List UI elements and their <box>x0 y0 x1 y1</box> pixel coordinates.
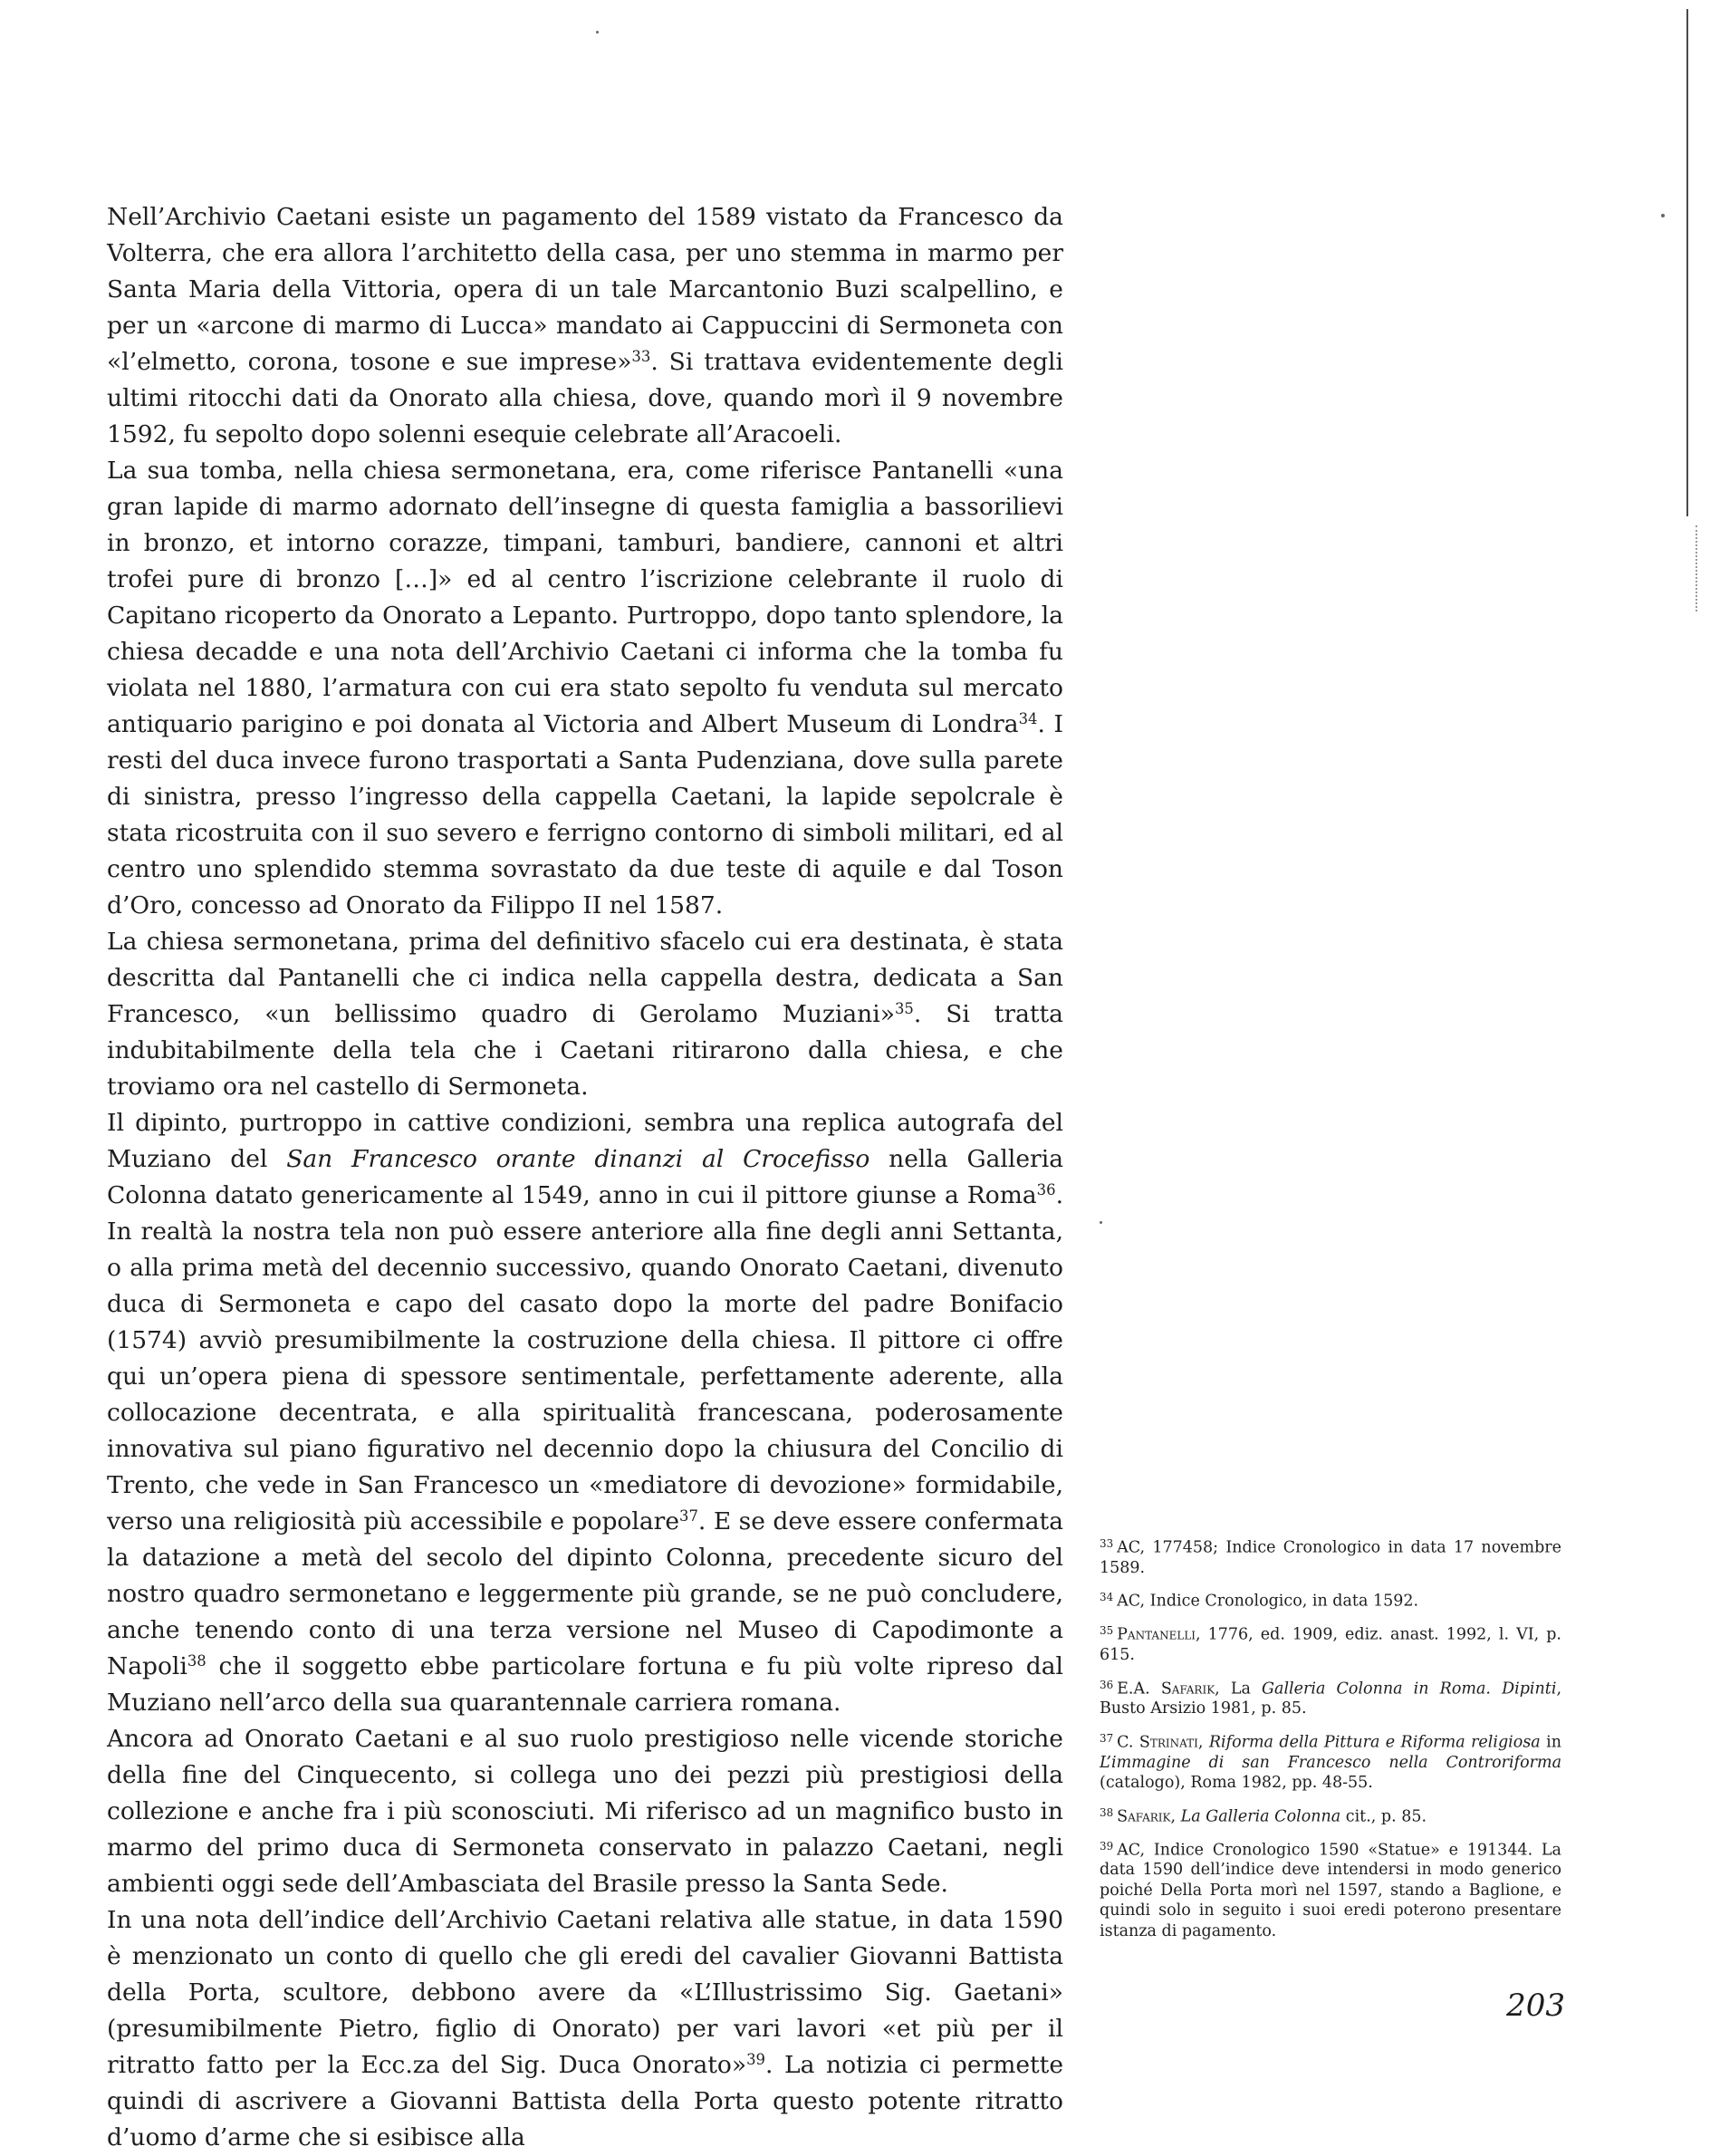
scan-speck <box>1100 1221 1102 1224</box>
text-run: che il soggetto ebbe particolare fortuna e fu più volte ripreso dal Muziano nell’arco della sua quarantennale carriera romana. <box>107 1652 1063 1717</box>
scan-speck <box>1661 214 1665 217</box>
body-paragraph <box>107 1105 1063 1721</box>
body-paragraph <box>107 1721 1063 1902</box>
italic-title: Riforma della Pittura e Riforma religiosa <box>1208 1733 1541 1752</box>
author-name: Safarik <box>1160 1679 1215 1698</box>
text-run: La chiesa sermonetana, prima del definitivo sfacelo cui era destinata, è stata descritta dal Pantanelli che ci indica nella cappella destra, dedicata a San Francesco, «un bellissimo quadro di Gerolamo Muziani» <box>107 928 1063 1028</box>
text-run: in <box>1540 1733 1561 1752</box>
footnote-number: 35 <box>1100 1624 1114 1638</box>
text-run: , 1776, ed. 1909, ediz. anast. 1992, l. VI, p. 615. <box>1100 1625 1561 1665</box>
footnote-number: 34 <box>1100 1591 1114 1604</box>
footnote-number: 33 <box>1100 1537 1114 1550</box>
author-name: Pantanelli <box>1117 1625 1196 1644</box>
text-run: cit., p. 85. <box>1340 1807 1427 1826</box>
footnote <box>1100 1803 1561 1827</box>
footnotes <box>1100 1534 1561 1950</box>
scan-edge-dots <box>1696 525 1697 611</box>
scan-edge-rule <box>1686 9 1688 516</box>
author-name: Safarik <box>1117 1807 1171 1826</box>
body-paragraph <box>107 453 1063 924</box>
text-run: . Si tratta indubitabilmente della tela che i Caetani ritirarono dalla chiesa, e che troviamo ora nel castello di Sermoneta. <box>107 1000 1063 1101</box>
footnote-number: 38 <box>1100 1805 1114 1819</box>
footnote-number: 39 <box>1100 1839 1114 1853</box>
scan-speck <box>596 31 599 34</box>
footnote <box>1100 1587 1561 1612</box>
footnote <box>1100 1621 1561 1665</box>
main-body-text <box>107 199 1063 2156</box>
text-run: . In realtà la nostra tela non può essere anteriore alla fine degli anni Settanta, o alla prima metà del decennio successivo, quando Onorato Caetani, divenuto duca di Sermoneta e capo del casato dopo la morte del padre Bonifacio (1574) avviò presumibilmente la costruzione della chiesa. Il pittore ci offre qui un’opera piena di spessore sentimentale, perfettamente aderente, alla collocazione decentrata, e alla spiritualità francescana, poderosamente innovativa sul piano figurativo nel decennio dopo la chiusura del Concilio di Trento, che vede in San Francesco un «mediatore di devozione» formidabile, verso una religiosità più accessibile e popolare <box>107 1181 1063 1535</box>
italic-title: Galleria Colonna in Roma. Dipinti <box>1262 1679 1557 1698</box>
text-run: In una nota dell’indice dell’Archivio Caetani relativa alle statue, in data 1590 è menzionato un conto di quello che gli eredi del cavalier Giovanni Battista della Porta, scultore, debbono avere da «L’Illustrissimo Sig. Gaetani» (presumibilmente Pietro, figlio di Onorato) per vari lavori «et più per il ritratto fatto per la Ecc.za del Sig. Duca Onorato» <box>107 1906 1063 2079</box>
italic-title: San Francesco orante dinanzi al Crocefisso <box>286 1145 870 1173</box>
footnote <box>1100 1534 1561 1578</box>
text-run: , Busto Arsizio 1981, p. 85. <box>1100 1679 1562 1718</box>
text-run: E.A. <box>1117 1679 1161 1698</box>
page-number: 203 <box>1506 1988 1565 2024</box>
footnote-number: 36 <box>1100 1678 1114 1691</box>
text-run: AC, 177458; Indice Cronologico in data 17 novembre 1589. <box>1100 1538 1561 1577</box>
author-name: Strinati <box>1138 1733 1198 1752</box>
footnote <box>1100 1836 1561 1942</box>
text-run: C. <box>1117 1733 1139 1752</box>
footnote <box>1100 1728 1561 1794</box>
body-paragraph <box>107 924 1063 1105</box>
text-run: (catalogo), Roma 1982, pp. 48-55. <box>1100 1774 1373 1793</box>
footnote <box>1100 1675 1561 1719</box>
text-run: . E se deve essere confermata la datazione a metà del secolo del dipinto Colonna, precedente sicuro del nostro quadro sermonetano e leggermente più grande, se ne può concludere, anche tenendo conto di una terza versione nel Museo di Capodimonte a Napoli <box>107 1507 1063 1680</box>
text-run: AC, Indice Cronologico, in data 1592. <box>1117 1592 1419 1611</box>
text-run: . La notizia ci permette quindi di ascrivere a Giovanni Battista della Porta questo potente ritratto d’uomo d’arme che si esibisce alla <box>107 2051 1063 2151</box>
text-run: , <box>1197 1733 1209 1752</box>
body-paragraph <box>107 1902 1063 2156</box>
text-run: , <box>1170 1807 1181 1826</box>
footnote-number: 37 <box>1100 1731 1114 1745</box>
footnote-reference[interactable]: 33 <box>631 347 651 365</box>
text-run: . Si trattava evidentemente degli ultimi ritocchi dati da Onorato alla chiesa, dove, quando morì il 9 novembre 1592, fu sepolto dopo solenni esequie celebrate all’Aracoeli. <box>107 348 1063 448</box>
italic-title: L’immagine di san Francesco nella Controriforma <box>1100 1753 1561 1772</box>
text-run: , La <box>1215 1679 1263 1698</box>
footnote-reference[interactable]: 36 <box>1036 1180 1056 1198</box>
text-run: Ancora ad Onorato Caetani e al suo ruolo prestigioso nelle vicende storiche della fine del Cinquecento, si collega uno dei pezzi più prestigiosi della collezione e anche fra i più sconosciuti. Mi riferisco ad un magnifico busto in marmo del primo duca di Sermoneta conservato in palazzo Caetani, negli ambienti oggi sede dell’Ambasciata del Brasile presso la Santa Sede. <box>107 1725 1063 1898</box>
text-run: AC, Indice Cronologico 1590 «Statue» e 191344. La data 1590 dell’indice deve intendersi in modo generico poiché Della Porta morì nel 1597, stando a Baglione, e quindi solo in seguito i suoi eredi poterono presentare istanza di pagamento. <box>1100 1840 1561 1940</box>
body-paragraph <box>107 199 1063 453</box>
footnote-reference[interactable]: 35 <box>894 999 914 1017</box>
footnote-reference[interactable]: 38 <box>187 1651 207 1670</box>
footnote-reference[interactable]: 39 <box>746 2050 765 2068</box>
text-run: nella Galleria Colonna datato genericamente al 1549, anno in cui il pittore giunse a Roma <box>107 1145 1064 1209</box>
text-run: Il dipinto, purtroppo in cattive condizioni, sembra una replica autografa del Muziano del <box>107 1109 1063 1173</box>
text-run: La sua tomba, nella chiesa sermonetana, era, come riferisce Pantanelli «una gran lapide di marmo adornato dell’insegne di questa famiglia a bassorilievi in bronzo, et intorno corazze, timpani, tamburi, bandiere, cannoni et altri trofei pure di bronzo […]» ed al centro l’iscrizione celebrante il ruolo di Capitano ricoperto da Onorato a Lepanto. Purtroppo, dopo tanto splendore, la chiesa decadde e una nota dell’Archivio Caetani ci informa che la tomba fu violata nel 1880, l’armatura con cui era stato sepolto fu venduta sul mercato antiquario parigino e poi donata al Victoria and Albert Museum di Londra <box>107 457 1063 738</box>
text-run: Nell’Archivio Caetani esiste un pagamento del 1589 vistato da Francesco da Volterra, che era allora l’architetto della casa, per uno stemma in marmo per Santa Maria della Vittoria, opera di un tale Marcantonio Buzi scalpellino, e per un «arcone di marmo di Lucca» mandato ai Cappuccini di Sermoneta con «l’elmetto, corona, tosone e sue imprese» <box>107 203 1063 376</box>
footnote-reference[interactable]: 34 <box>1018 709 1038 727</box>
italic-title: La Galleria Colonna <box>1180 1807 1341 1826</box>
footnote-reference[interactable]: 37 <box>679 1506 698 1525</box>
text-run: . I resti del duca invece furono trasportati a Santa Pudenziana, dove sulla parete di sinistra, presso l’ingresso della cappella Caetani, la lapide sepolcrale è stata ricostruita con il suo severo e ferrigno contorno di simboli militari, ed al centro uno splendido stemma sovrastato da due teste di aquile e dal Toson d’Oro, concesso ad Onorato da Filippo II nel 1587. <box>107 710 1063 919</box>
